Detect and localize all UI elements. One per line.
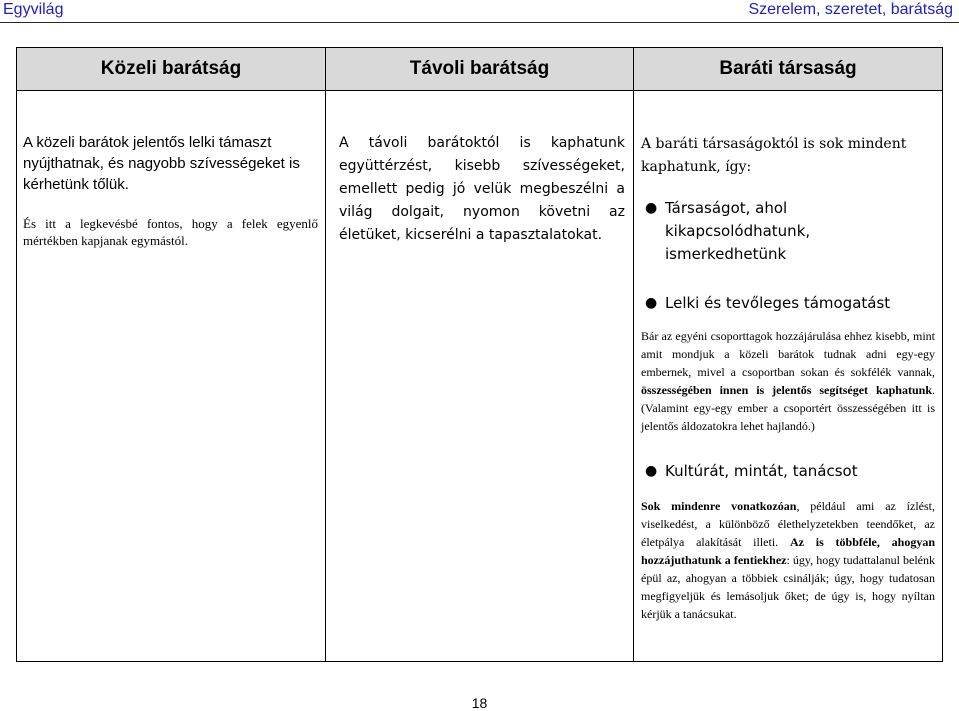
cell-kozeli bbox=[17, 91, 326, 662]
column-header-tarsasag: Baráti társaság bbox=[634, 48, 943, 91]
bullet-text: Lelki és tevőleges támogatást bbox=[665, 294, 891, 312]
bullet-text: Kultúrát, mintát, tanácsot bbox=[665, 462, 858, 480]
kozeli-main-text: A közeli barátok jelentős lelki támaszt nyújthatnak, és nagyobb szívességeket is kérhetünk tőlük. bbox=[23, 134, 300, 193]
bullet-item-kultura bbox=[641, 460, 935, 483]
page-number: 18 bbox=[471, 695, 488, 711]
bullet-item-tarsasag bbox=[641, 197, 935, 266]
tarsasag-intro-text: A baráti társaságoktól is sok mindent kaphatunk, így: bbox=[641, 136, 907, 175]
tavoli-main-text: A távoli barátoktól is kaphatunk együttérzést, kisebb szívességeket, emellett pedig jó velük megbeszélni a világ dolgait, nyomon követni az életüket, kicserélni a tapasztalatokat. bbox=[339, 135, 625, 243]
page-header bbox=[0, 0, 959, 22]
header-left-title: Egyvilág bbox=[3, 1, 64, 18]
bullet-item-tamogatas bbox=[641, 292, 935, 315]
table-body-row bbox=[17, 91, 943, 662]
kultura-paragraph: Sok mindenre vonatkozóan, például ami az ízlést, viselkedést, a különböző élethelyzetekben teendőket, az életpálya alakítását illeti. Az is többféle, ahogyan hozzájuthatunk a fentiekhez: úgy, hogy tudattalanul belénk épül az, ahogyan a többiek csinálják; úgy, hogy tudatosan megfigyeljük és lemásoljuk őket; de úgy is, hogy nyíltan kérjük a tanácsukat. bbox=[641, 499, 935, 621]
cell-tavoli bbox=[326, 91, 634, 662]
tamogatas-paragraph: Bár az egyéni csoporttagok hozzájárulása ehhez kisebb, mint amit mondjuk a közeli barátok tudnak adni egy-egy embernek, mivel a csoportban sokan és sokfélék vannak, összességében innen is jelentős segítséget kaphatunk. (Valamint egy-egy ember a csoportért összességében itt is jelentős áldozatokra lehet hajlandó.) bbox=[641, 329, 935, 433]
bullet-dot-icon: ● bbox=[645, 463, 658, 479]
kozeli-sub-text: És itt a legkevésbé fontos, hogy a felek egyenlő mértékben kapjanak egymástól. bbox=[23, 216, 318, 248]
bullet-dot-icon: ● bbox=[645, 295, 658, 311]
column-header-tavoli: Távoli barátság bbox=[326, 48, 634, 91]
comparison-table bbox=[16, 47, 943, 662]
bullet-text: Társaságot, ahol kikapcsolódhatunk, ismerkedhetünk bbox=[665, 199, 811, 263]
header-right-title: Szerelem, szeretet, barátság bbox=[748, 1, 953, 18]
cell-tarsasag bbox=[634, 91, 943, 662]
table-header-row bbox=[17, 48, 943, 91]
header-rule bbox=[0, 22, 959, 23]
column-header-kozeli: Közeli barátság bbox=[17, 48, 326, 91]
bullet-dot-icon: ● bbox=[645, 200, 658, 216]
